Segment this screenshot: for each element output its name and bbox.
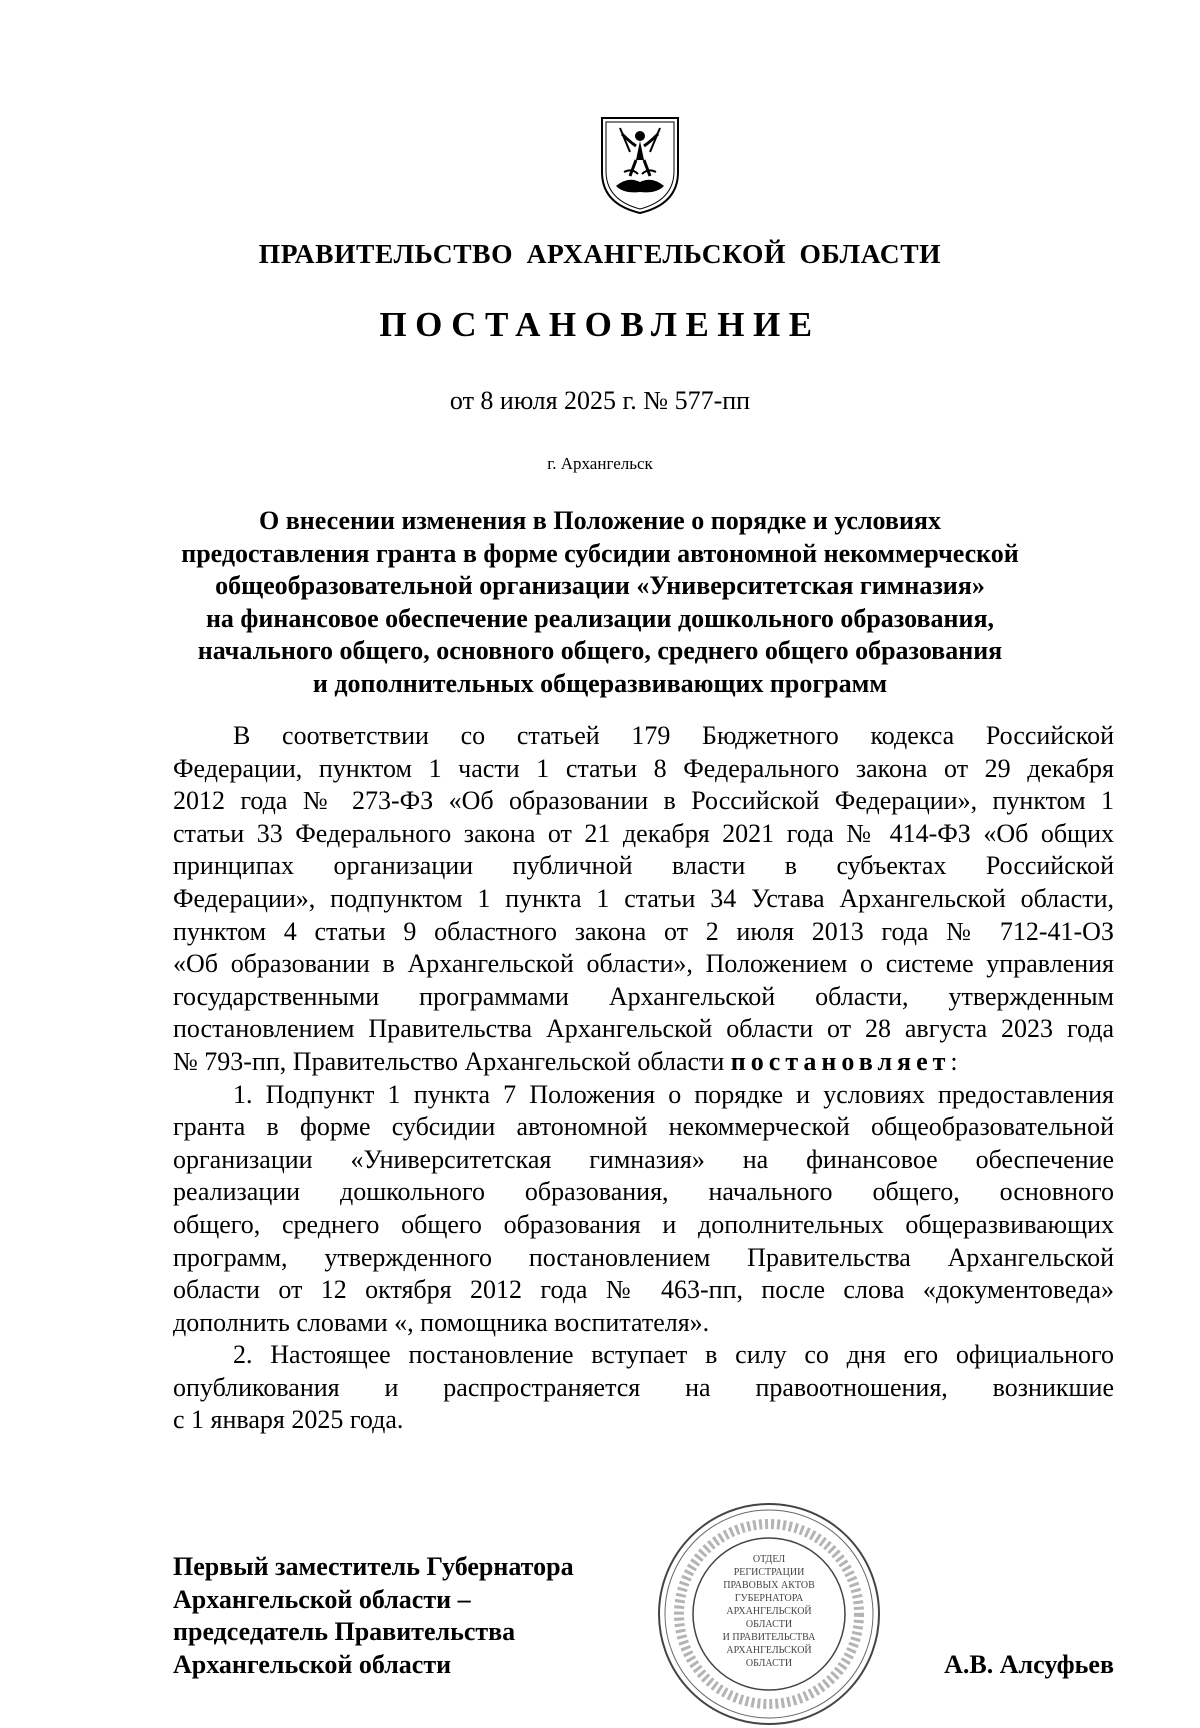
stamp-line: ПРАВОВЫХ АКТОВ — [723, 1580, 815, 1591]
signatory-name: А.В. Алсуфьев — [944, 1650, 1114, 1679]
title-line: предоставления гранта в форме субсидии автономной некоммерческой — [181, 538, 1019, 568]
body-line: области от 12 октября 2012 года № 463-пп, после слова «документоведа» — [173, 1275, 1114, 1305]
body-line: с 1 января 2025 года. — [173, 1405, 404, 1435]
body-line: «Об образовании в Архангельской области», Положением о системе управления — [173, 949, 1114, 979]
title-line: начального общего, основного общего, среднего общего образования — [197, 636, 1003, 666]
body-line: организации «Университетская гимназия» на финансовое обеспечение — [173, 1144, 1114, 1174]
body-line: дополнить словами «, помощника воспитателя». — [173, 1307, 710, 1337]
body-line: 2012 года № 273-ФЗ «Об образовании в Российской Федерации», пунктом 1 — [173, 786, 1114, 816]
title-line: на финансовое обеспечение реализации дошкольного образования, — [205, 603, 995, 633]
body-line: гранта в форме субсидии автономной некоммерческой общеобразовательной — [173, 1112, 1114, 1142]
signatory-position — [173, 1551, 574, 1681]
official-stamp-icon — [655, 1500, 883, 1728]
body-line: принципах организации публичной власти в субъектах Российской — [173, 851, 1114, 881]
body-line: Федерации», подпунктом 1 пункта 1 статьи 34 Устава Архангельской области, — [173, 883, 1114, 913]
document-city: г. Архангельск — [547, 454, 653, 473]
signatory-line: Первый заместитель Губернатора — [173, 1552, 574, 1581]
stamp-line: И ПРАВИТЕЛЬСТВА — [722, 1632, 816, 1643]
coat-of-arms-icon — [598, 112, 682, 216]
stamp-line: ГУБЕРНАТОРА — [734, 1593, 804, 1604]
title-line: и дополнительных общеразвивающих программ — [312, 668, 888, 698]
body-line: программ, утвержденного постановлением Правительства Архангельской — [173, 1242, 1114, 1272]
document-type: ПОСТАНОВЛЕНИЕ — [379, 305, 821, 344]
title-line: общеобразовательной организации «Университетская гимназия» — [215, 571, 985, 601]
stamp-line: ОБЛАСТИ — [745, 1658, 793, 1669]
body-line: пунктом 4 статьи 9 областного закона от 2 июля 2013 года № 712-41-ОЗ — [173, 916, 1114, 946]
body-line: 2. Настоящее постановление вступает в силу со дня его официального — [233, 1340, 1114, 1370]
stamp-line: ОБЛАСТИ — [745, 1619, 793, 1630]
resolution-keyword: постановляет — [730, 1046, 951, 1076]
stamp-line: РЕГИСТРАЦИИ — [733, 1567, 805, 1578]
body-line: постановлением Правительства Архангельской области от 28 августа 2023 года — [173, 1014, 1114, 1044]
body-line: статьи 33 Федерального закона от 21 декабря 2021 года № 414-ФЗ «Об общих — [173, 818, 1114, 848]
body-line: 1. Подпункт 1 пункта 7 Положения о порядке и условиях предоставления — [233, 1079, 1114, 1109]
document-body — [173, 720, 1114, 1437]
signatory-line: председатель Правительства — [173, 1617, 516, 1647]
resolution-colon: : — [950, 1046, 958, 1076]
stamp-line: АРХАНГЕЛЬСКОЙ — [726, 1606, 812, 1617]
resolution-text: № 793-пп, Правительство Архангельской области — [173, 1046, 725, 1076]
organization-name: ПРАВИТЕЛЬСТВО АРХАНГЕЛЬСКОЙ ОБЛАСТИ — [258, 238, 942, 269]
document-title — [160, 505, 1040, 701]
stamp-line: ОТДЕЛ — [752, 1554, 786, 1565]
title-line: О внесении изменения в Положение о порядке и условиях — [259, 506, 941, 535]
body-line: общего, среднего общего образования и дополнительных общеразвивающих — [173, 1209, 1114, 1239]
body-line: Федерации, пунктом 1 части 1 статьи 8 Федерального закона от 29 декабря — [173, 753, 1114, 783]
body-line: В соответствии со статьей 179 Бюджетного кодекса Российской — [233, 721, 1114, 750]
signatory-line: Архангельской области – — [173, 1584, 471, 1614]
body-line: реализации дошкольного образования, начального общего, основного — [173, 1177, 1114, 1207]
body-line: государственными программами Архангельской области, утвержденным — [173, 981, 1114, 1011]
stamp-line: АРХАНГЕЛЬСКОЙ — [726, 1645, 812, 1656]
body-line — [173, 1046, 1114, 1079]
body-line: опубликования и распространяется на правоотношения, возникшие — [173, 1372, 1114, 1402]
document-date-number: от 8 июля 2025 г. № 577-пп — [449, 386, 751, 415]
signatory-line: Архангельской области — [173, 1649, 452, 1679]
